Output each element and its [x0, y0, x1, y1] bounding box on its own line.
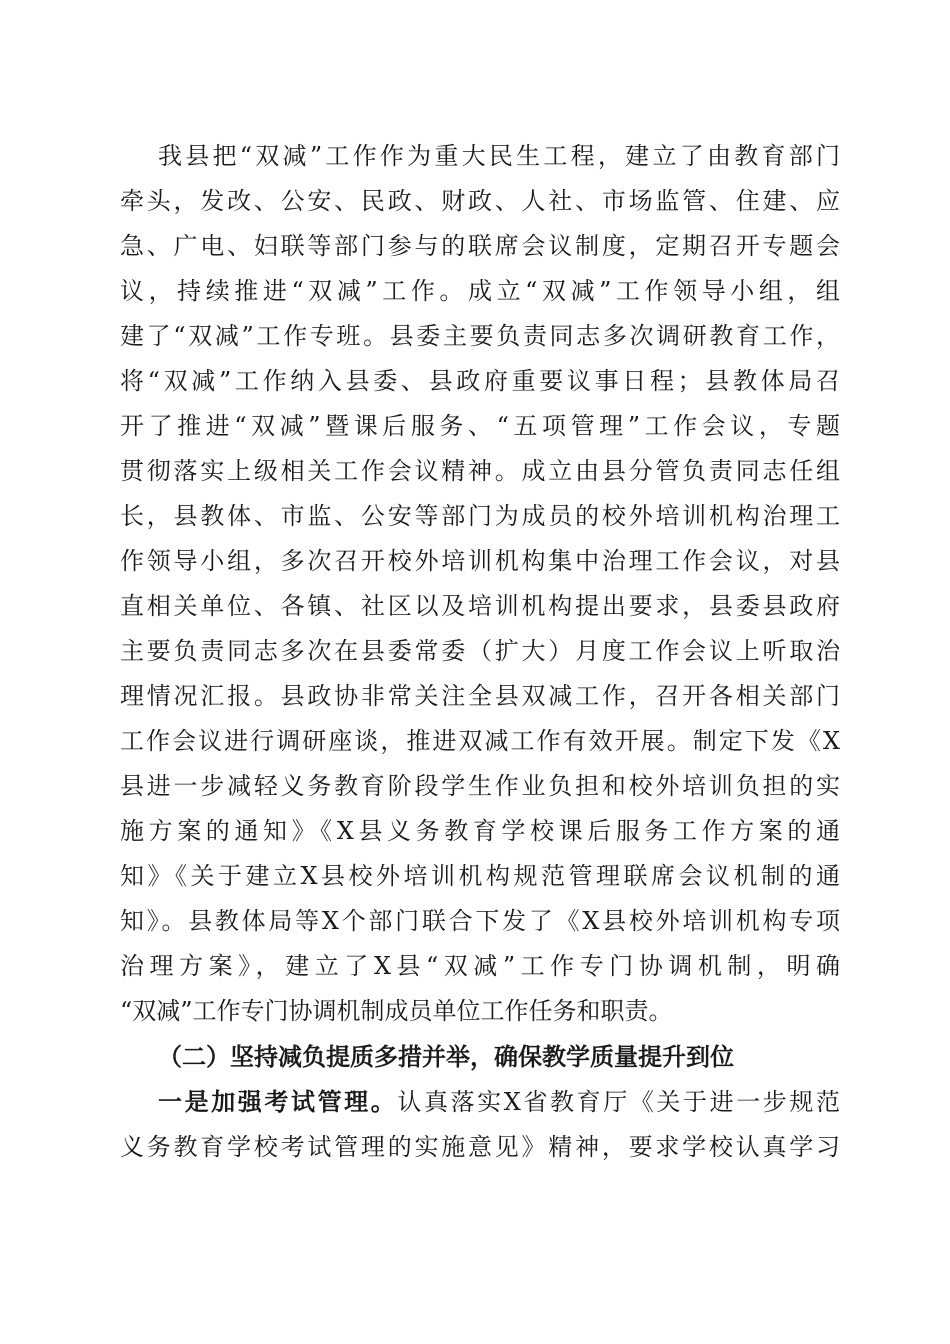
paragraph-line: 开了推进“双减”暨课后服务、“五项管理”工作会议，专题 [120, 412, 840, 440]
paragraph-line: 急、广电、妇联等部门参与的联席会议制度，定期召开专题会 [120, 232, 840, 260]
paragraph-line: 牵头，发改、公安、民政、财政、人社、市场监管、住建、应 [120, 187, 840, 215]
paragraph-line: 将“双减”工作纳入县委、县政府重要议事日程；县教体局召 [120, 367, 840, 395]
paragraph-line: 贯彻落实上级相关工作会议精神。成立由县分管负责同志任组 [120, 457, 840, 485]
paragraph-line: “双减”工作专门协调机制成员单位工作任务和职责。 [120, 997, 673, 1025]
paragraph-line: 义务教育学校考试管理的实施意见》精神，要求学校认真学习 [120, 1133, 840, 1161]
paragraph-line: 施方案的通知》《X县义务教育学校课后服务工作方案的通 [120, 817, 840, 845]
section-heading: （二）坚持减负提质多措并举，确保教学质量提升到位 [158, 1043, 734, 1071]
paragraph-line: 知》《关于建立X县校外培训机构规范管理联席会议机制的通 [120, 862, 840, 890]
paragraph-line: 县进一步减轻义务教育阶段学生作业负担和校外培训负担的实 [120, 772, 840, 800]
paragraph-line: 工作会议进行调研座谈，推进双减工作有效开展。制定下发《X [120, 727, 840, 755]
paragraph-line: 知》。县教体局等X个部门联合下发了《X县校外培训机构专项 [120, 907, 840, 935]
paragraph-line: 建了“双减”工作专班。县委主要负责同志多次调研教育工作， [120, 322, 840, 350]
paragraph-line: 长，县教体、市监、公安等部门为成员的校外培训机构治理工 [120, 502, 840, 530]
paragraph-text: 认真落实X省教育厅《关于进一步规范 [397, 1088, 840, 1116]
paragraph-line: 议，持续推进“双减”工作。成立“双减”工作领导小组，组 [120, 277, 840, 305]
paragraph-line: 治理方案》，建立了X县“双减”工作专门协调机制，明确 [120, 952, 840, 980]
paragraph-line: 我县把“双减”工作作为重大民生工程，建立了由教育部门 [158, 142, 840, 170]
paragraph-line: 直相关单位、各镇、社区以及培训机构提出要求，县委县政府 [120, 592, 840, 620]
paragraph-lead: 一是加强考试管理。 [158, 1088, 398, 1116]
paragraph-line: 主要负责同志多次在县委常委（扩大）月度工作会议上听取治 [120, 637, 840, 665]
paragraph-line [158, 1082, 840, 1122]
paragraph-line: 作领导小组，多次召开校外培训机构集中治理工作会议，对县 [120, 547, 840, 575]
paragraph-line: 理情况汇报。县政协非常关注全县双减工作，召开各相关部门 [120, 682, 840, 710]
